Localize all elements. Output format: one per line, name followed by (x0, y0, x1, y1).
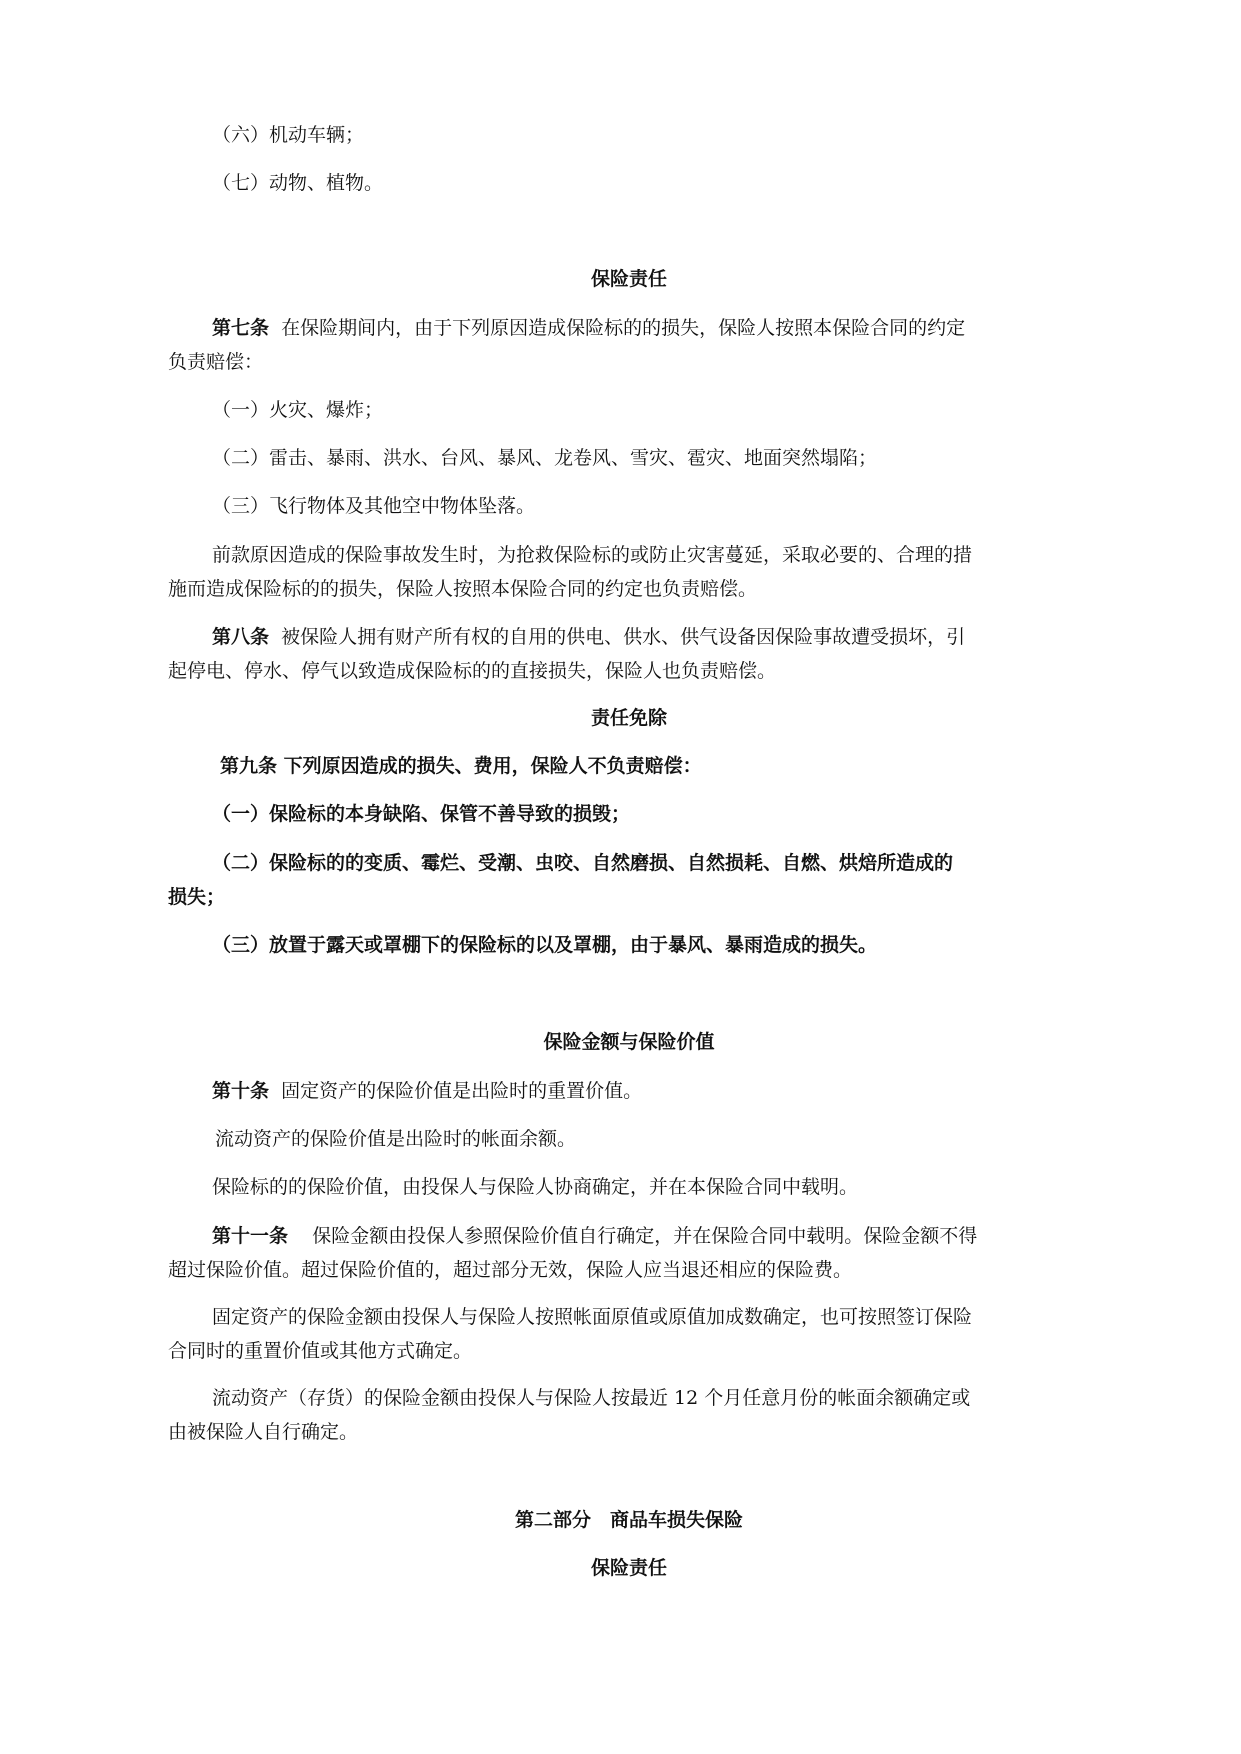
fixed-assets-amount (168, 1300, 1090, 1368)
article-10 (168, 1074, 642, 1108)
liquid-assets-text-1: 流动资产（存货）的保险金额由投保人与保险人按最近 12 个月任意月份的帐面余额确定或 (212, 1387, 971, 1409)
article-7-text-2: 负责赔偿： (168, 351, 264, 373)
article-11-text-2: 超过保险价值。超过保险价值的，超过部分无效，保险人应当退还相应的保险费。 (168, 1259, 853, 1281)
article-11-label: 第十一条 (212, 1225, 289, 1247)
liability-item-1: （一）火灾、爆炸； (212, 399, 384, 421)
exclusion-item-2 (168, 846, 1090, 914)
insured-value-paragraph: 保险标的的保险价值，由投保人与保险人协商确定，并在本保险合同中载明。 (212, 1176, 859, 1198)
part-two-title: 第二部分 商品车损失保险 (514, 1509, 743, 1531)
document-page (168, 0, 1090, 1754)
fixed-assets-text-1: 固定资产的保险金额由投保人与保险人按照帐面原值或原值加成数确定，也可按照签订保险 (212, 1306, 973, 1328)
article-8-text-2: 起停电、停水、停气以致造成保险标的的直接损失，保险人也负责赔偿。 (168, 660, 777, 682)
liquid-assets-amount (168, 1381, 1090, 1449)
article-10-label: 第十条 (212, 1080, 270, 1102)
article-11 (168, 1219, 1090, 1287)
liquid-assets-value: 流动资产的保险价值是出险时的帐面余额。 (215, 1128, 577, 1150)
article-7-label: 第七条 (212, 317, 270, 339)
section-title-exclusions: 责任免除 (590, 707, 667, 729)
article-8-text-1: 被保险人拥有财产所有权的自用的供电、供水、供气设备因保险事故遭受损坏，引 (281, 626, 966, 648)
article-7 (168, 311, 1090, 379)
section-title-amount-value: 保险金额与保险价值 (543, 1031, 715, 1053)
article-10-text: 固定资产的保险价值是出险时的重置价值。 (281, 1080, 643, 1102)
article-9: 第九条 下列原因造成的损失、费用，保险人不负责赔偿： (220, 755, 702, 777)
article-8-label: 第八条 (212, 626, 270, 648)
part-two-subtitle: 保险责任 (590, 1557, 667, 1579)
article-8 (168, 620, 1090, 688)
rescue-text-2: 施而造成保险标的的损失，保险人按照本保险合同的约定也负责赔偿。 (168, 578, 758, 600)
list-item-6: （六）机动车辆； (212, 124, 365, 146)
liquid-assets-text-2: 由被保险人自行确定。 (168, 1421, 359, 1443)
exclusion-item-1: （一）保险标的本身缺陷、保管不善导致的损毁； (212, 803, 631, 825)
exclusion-item-2-text-1: （二）保险标的的变质、霉烂、受潮、虫咬、自然磨损、自然损耗、自燃、烘焙所造成的 (212, 852, 954, 874)
rescue-text-1: 前款原因造成的保险事故发生时，为抢救保险标的或防止灾害蔓延，采取必要的、合理的措 (212, 544, 973, 566)
exclusion-item-2-text-2: 损失； (168, 886, 226, 908)
article-11-text-1: 保险金额由投保人参照保险价值自行确定，并在保险合同中载明。保险金额不得 (312, 1225, 978, 1247)
liability-item-3: （三）飞行物体及其他空中物体坠落。 (212, 495, 536, 517)
article-7-text-1: 在保险期间内，由于下列原因造成保险标的的损失，保险人按照本保险合同的约定 (281, 317, 966, 339)
liability-item-2: （二）雷击、暴雨、洪水、台风、暴风、龙卷风、雪灾、雹灾、地面突然塌陷； (212, 447, 878, 469)
list-item-7: （七）动物、植物。 (212, 172, 384, 194)
rescue-paragraph (168, 538, 1090, 606)
section-title-liability: 保险责任 (590, 268, 667, 290)
exclusion-item-3: （三）放置于露天或罩棚下的保险标的以及罩棚，由于暴风、暴雨造成的损失。 (212, 934, 878, 956)
fixed-assets-text-2: 合同时的重置价值或其他方式确定。 (168, 1340, 473, 1362)
